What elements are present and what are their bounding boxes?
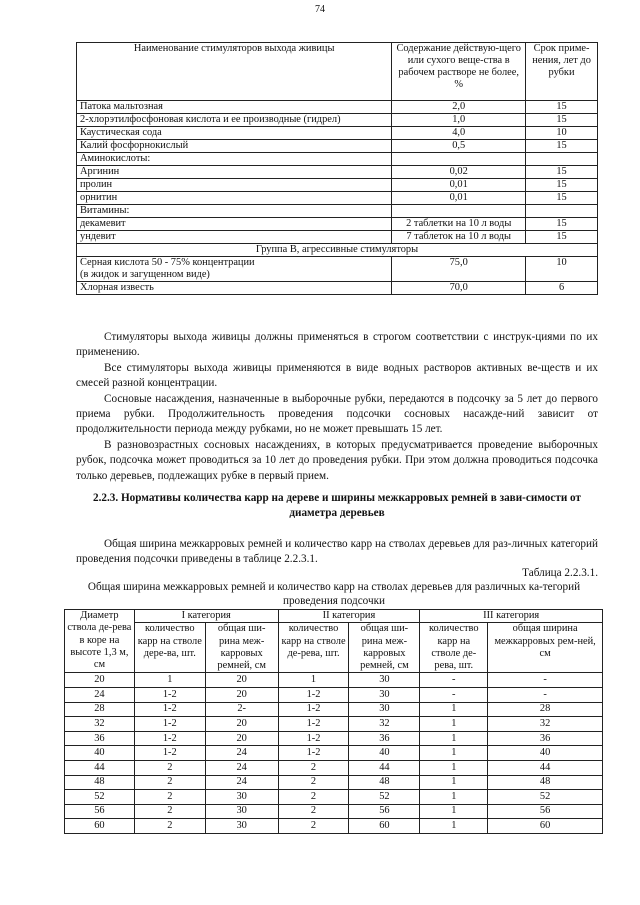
table-cell: 1-2	[278, 717, 349, 732]
stimulant-name: Каустическая сода	[77, 127, 392, 140]
stimulant-content: 0,5	[392, 140, 526, 153]
section-heading: 2.2.3. Нормативы количества карр на дереве и ширины межкарровых ремней в зави-симости от диаметра деревьев	[92, 492, 581, 519]
table-cell: 2	[134, 819, 205, 834]
table-cell: 2	[134, 775, 205, 790]
table-cell: 36	[65, 731, 135, 746]
stimulant-name: орнитин	[77, 192, 392, 205]
table-cell: 24	[205, 761, 278, 776]
table-row	[65, 761, 603, 776]
table-cell: 30	[205, 819, 278, 834]
table-cell: 2	[278, 775, 349, 790]
subheader-count: количество карр на стволе дере-ва, шт.	[134, 623, 205, 673]
table-row	[65, 673, 603, 688]
table-cell: 48	[65, 775, 135, 790]
table-cell: 1	[420, 775, 488, 790]
stimulant-term	[526, 153, 598, 166]
table-cell: 52	[488, 790, 603, 805]
table-cell: -	[488, 688, 603, 703]
table-caption: Общая ширина межкарровых ремней и количество карр на стволах деревьев для различных ка-тегорий проведения подсочки	[87, 581, 581, 607]
subheader-count: количество карр на стволе де-рева, шт.	[278, 623, 349, 673]
stimulant-name-line: Серная кислота 50 - 75% концентрации	[80, 257, 255, 268]
table-row	[77, 257, 598, 282]
table-row	[77, 127, 598, 140]
table-row	[65, 717, 603, 732]
table-cell: -	[420, 688, 488, 703]
table-cell: 1-2	[134, 746, 205, 761]
stimulant-content: 70,0	[392, 282, 526, 295]
body-paragraphs	[76, 330, 598, 484]
stimulant-name: пролин	[77, 179, 392, 192]
table-cell: 1	[420, 790, 488, 805]
stimulant-content: 0,01	[392, 192, 526, 205]
table-cell: 20	[205, 717, 278, 732]
stimulant-name-line: (в жидок и загущенном виде)	[80, 269, 210, 280]
table-cell: 30	[349, 673, 420, 688]
stimulant-term: 10	[526, 127, 598, 140]
table-row	[77, 205, 598, 218]
table-cell: 1-2	[278, 702, 349, 717]
table-row	[65, 790, 603, 805]
header-category-2: II категория	[278, 610, 420, 623]
table-row	[77, 231, 598, 244]
table-cell: 2	[134, 804, 205, 819]
table-cell: 1-2	[278, 688, 349, 703]
subheader-width: общая ширина межкарровых рем-ней, см	[488, 623, 603, 673]
table-row	[77, 153, 598, 166]
table-cell: 2	[134, 790, 205, 805]
table-cell: 36	[349, 731, 420, 746]
table-cell: 24	[205, 775, 278, 790]
stimulant-name: декамевит	[77, 218, 392, 231]
table-cell: 2	[278, 804, 349, 819]
stimulant-name: Калий фосфорнокислый	[77, 140, 392, 153]
table-cell: 52	[65, 790, 135, 805]
stimulant-term: 15	[526, 114, 598, 127]
table-cell: 36	[488, 731, 603, 746]
stimulant-term: 15	[526, 140, 598, 153]
table-cell: 1	[420, 731, 488, 746]
table-cell: 60	[65, 819, 135, 834]
table-cell: 20	[65, 673, 135, 688]
table-cell: 2	[278, 790, 349, 805]
table-row	[77, 114, 598, 127]
table-cell: 1-2	[134, 688, 205, 703]
stimulant-content: 1,0	[392, 114, 526, 127]
stimulant-content: 7 таблеток на 10 л воды	[392, 231, 526, 244]
table-cell: 2	[278, 819, 349, 834]
header-category-1: I категория	[134, 610, 278, 623]
stimulant-content: 2 таблетки на 10 л воды	[392, 218, 526, 231]
table-cell: 1	[420, 746, 488, 761]
table-cell: 44	[65, 761, 135, 776]
table-cell: 20	[205, 688, 278, 703]
table-cell: 2-	[205, 702, 278, 717]
page-number: 74	[315, 4, 325, 15]
intro-text-block	[76, 537, 598, 566]
table-cell: 60	[488, 819, 603, 834]
stimulant-term	[526, 205, 598, 218]
stimulant-name: Патока мальтозная	[77, 101, 392, 114]
table-cell: 40	[488, 746, 603, 761]
table-row	[65, 688, 603, 703]
table-cell: 30	[349, 688, 420, 703]
table-row	[77, 140, 598, 153]
table-row	[65, 775, 603, 790]
table-row	[77, 218, 598, 231]
stimulant-content	[392, 205, 526, 218]
group-b-label: Группа В, агрессивные стимуляторы	[77, 244, 598, 257]
stimulant-term: 15	[526, 218, 598, 231]
table-row	[65, 702, 603, 717]
stimulant-term: 15	[526, 101, 598, 114]
stimulant-name: Витамины:	[77, 205, 392, 218]
table-cell: 1	[420, 717, 488, 732]
table-cell: -	[420, 673, 488, 688]
header-term: Срок приме-нения, лет до рубки	[526, 43, 598, 101]
stimulant-term: 15	[526, 166, 598, 179]
table-cell: 20	[205, 731, 278, 746]
table-cell: 32	[65, 717, 135, 732]
stimulant-content: 2,0	[392, 101, 526, 114]
table-cell: 56	[349, 804, 420, 819]
stimulant-content	[392, 153, 526, 166]
header-content: Содержание действую-щего или сухого веще-ства в рабочем растворе не более, %	[392, 43, 526, 101]
stimulant-name: ундевит	[77, 231, 392, 244]
table-cell: 44	[488, 761, 603, 776]
table-cell: 56	[488, 804, 603, 819]
stimulant-name: Аминокислоты:	[77, 153, 392, 166]
header-diameter: Диаметр ствола де-рева в коре на высоте 1,3 м, см	[65, 610, 135, 673]
stimulant-content: 75,0	[392, 257, 526, 282]
table-cell: 32	[488, 717, 603, 732]
table-label: Таблица 2.2.3.1.	[522, 567, 598, 579]
subheader-width: общая ши-рина меж-карровых ремней, см	[349, 623, 420, 673]
stimulant-term: 15	[526, 179, 598, 192]
table-cell: 60	[349, 819, 420, 834]
table-cell: 48	[349, 775, 420, 790]
stimulant-content: 0,01	[392, 179, 526, 192]
stimulant-name-line: Хлорная известь	[80, 282, 154, 293]
table-cell: 52	[349, 790, 420, 805]
table-row	[65, 804, 603, 819]
table-cell: 1	[278, 673, 349, 688]
table-cell: 1-2	[134, 717, 205, 732]
group-row	[77, 244, 598, 257]
table-cell: 1-2	[134, 731, 205, 746]
paragraph: В разновозрастных сосновых насаждениях, в которых предусматривается проведение выборочных рубок, подсочка может проводиться за 10 лет до проведения рубки. При этом должна проводиться подсочка только деревьев, подлежащих рубке в первый прием.	[76, 438, 598, 482]
table-cell: 24	[65, 688, 135, 703]
table-cell: 40	[349, 746, 420, 761]
table-cell: 40	[65, 746, 135, 761]
table-cell: 2	[134, 761, 205, 776]
table-cell: 28	[488, 702, 603, 717]
table-cell: 48	[488, 775, 603, 790]
stimulant-name	[77, 257, 392, 282]
header-name: Наименование стимуляторов выхода живицы	[77, 43, 392, 101]
table-row	[77, 192, 598, 205]
table-cell: 2	[278, 761, 349, 776]
table-row	[65, 746, 603, 761]
stimulant-term: 15	[526, 231, 598, 244]
table-row	[77, 179, 598, 192]
table-cell: 1	[420, 702, 488, 717]
table-row	[77, 101, 598, 114]
stimulant-name: Аргинин	[77, 166, 392, 179]
table-row	[65, 731, 603, 746]
table-cell: -	[488, 673, 603, 688]
stimulant-content: 4,0	[392, 127, 526, 140]
table-cell: 1	[420, 804, 488, 819]
stimulant-content: 0,02	[392, 166, 526, 179]
stimulant-name	[77, 282, 392, 295]
header-category-3: III категория	[420, 610, 603, 623]
table-cell: 30	[349, 702, 420, 717]
table-cell: 1-2	[278, 746, 349, 761]
table-cell: 20	[205, 673, 278, 688]
table-cell: 56	[65, 804, 135, 819]
paragraph: Стимуляторы выхода живицы должны применяться в строгом соответствии с инструк-циями по их применению.	[76, 331, 598, 359]
paragraph: Сосновые насаждения, назначенные в выборочные рубки, передаются в подсочку за 5 лет до первого приема рубки. Продолжительность проведения подсочки сосновых насажде-ний зависит от продолжительности периода между рубками, но не может превышать 15 лет.	[76, 392, 598, 436]
stimulant-term: 10	[526, 257, 598, 282]
stimulant-term: 6	[526, 282, 598, 295]
table-row	[65, 819, 603, 834]
stimulant-name: 2-хлорэтилфосфоновая кислота и ее производные (гидрел)	[77, 114, 392, 127]
table-cell: 44	[349, 761, 420, 776]
stimulant-term: 15	[526, 192, 598, 205]
table-cell: 1-2	[134, 702, 205, 717]
stimulants-table	[76, 42, 598, 295]
table-cell: 28	[65, 702, 135, 717]
table-row	[77, 166, 598, 179]
table-cell: 1	[420, 819, 488, 834]
table-cell: 1	[134, 673, 205, 688]
carr-norms-table	[64, 609, 603, 834]
table-cell: 24	[205, 746, 278, 761]
table-row	[77, 282, 598, 295]
subheader-width: общая ши-рина меж-карровых ремней, см	[205, 623, 278, 673]
intro-text: Общая ширина межкарровых ремней и количество карр на стволах деревьев для раз-личных категорий проведения подсочки приведены в таблице 2.2.3.1.	[76, 538, 598, 565]
table-cell: 30	[205, 790, 278, 805]
table-cell: 1-2	[278, 731, 349, 746]
subheader-count: количество карр на стволе де-рева, шт.	[420, 623, 488, 673]
table-cell: 32	[349, 717, 420, 732]
paragraph: Все стимуляторы выхода живицы применяются в виде водных растворов активных ве-ществ и их смесей разной концентрации.	[76, 361, 598, 390]
table-cell: 30	[205, 804, 278, 819]
table-cell: 1	[420, 761, 488, 776]
